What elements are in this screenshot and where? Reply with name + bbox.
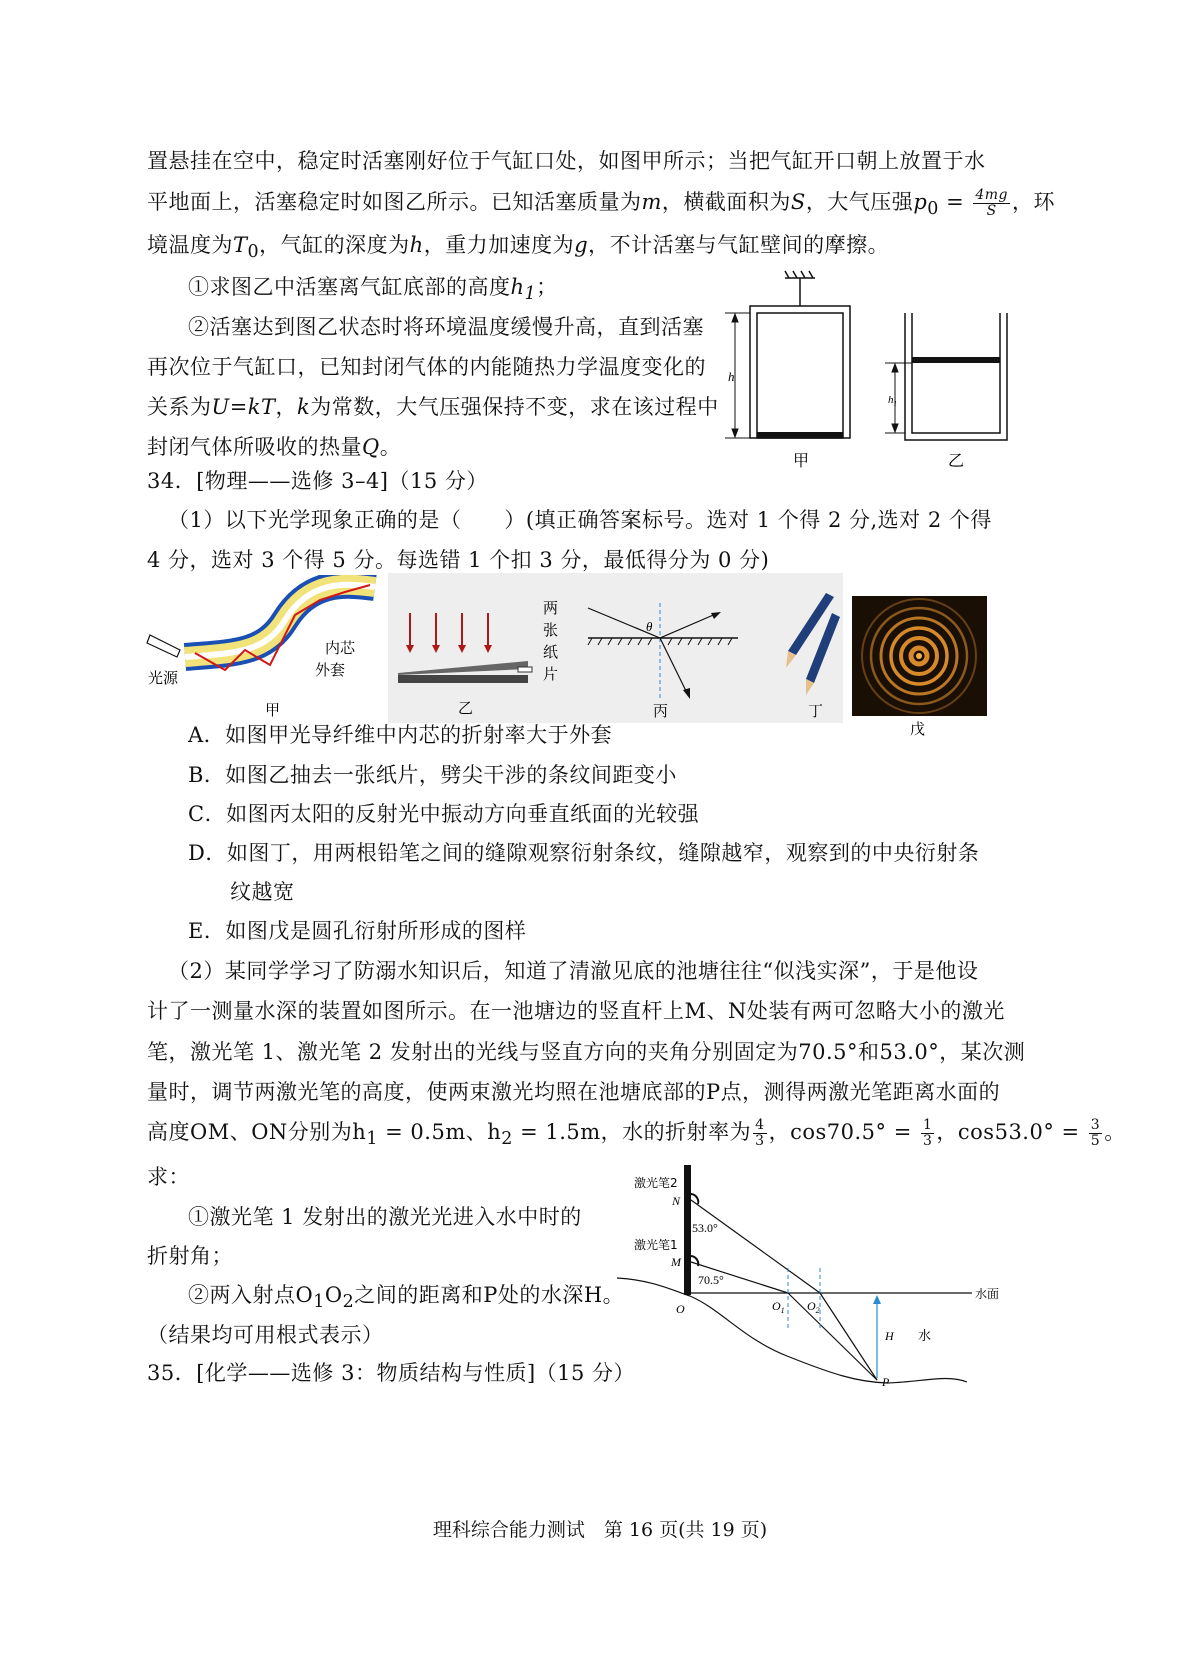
- label-core: 内芯: [325, 639, 356, 657]
- label-water-surface: 水面: [975, 1287, 1000, 1301]
- label-fig-ding: 丁: [808, 702, 824, 720]
- q34-p1-line1: （1）以下光学现象正确的是（ ）(填正确答案标号。选对 1 个得 2 分,选对 2 个得: [168, 508, 992, 532]
- cos53-fraction: $\frac{3}{5}$: [1090, 1117, 1101, 1149]
- q34-header: 34．[物理——选修 3–4]（15 分）: [147, 469, 488, 493]
- label-theta: θ: [646, 619, 653, 634]
- vertical-pole: [684, 1165, 691, 1295]
- option-b: B．如图乙抽去一张纸片，劈尖干涉的条纹间距变小: [188, 763, 677, 787]
- q34-p2-line4: 量时，调节两激光笔的高度，使两束激光均照在池塘底部的P点，测得两激光笔距离水面的: [147, 1080, 1001, 1104]
- laser1-water-ray: [788, 1293, 877, 1380]
- q34-s2-note: （结果均可用根式表示）: [147, 1323, 384, 1347]
- q33-line1: 置悬挂在空中，稳定时活塞刚好位于气缸口处，如图甲所示；当把气缸开口朝上放置于水: [147, 149, 986, 173]
- laser2-water-ray: [820, 1293, 877, 1380]
- label-yi: 乙: [948, 453, 965, 470]
- label-water: 水: [918, 1329, 932, 1344]
- cylinder-jia: [750, 306, 850, 438]
- label-fig-bing: 丙: [653, 702, 669, 720]
- cylinder-figures: [715, 268, 1025, 478]
- option-a: A．如图甲光导纤维中内芯的折射率大于外套: [188, 723, 613, 747]
- q34-p1-line2: 4 分，选对 3 个得 5 分。每选错 1 个扣 3 分，最低得分为 0 分): [147, 548, 770, 572]
- label-H: H: [885, 1329, 894, 1343]
- figure-wedge-yi: [388, 573, 578, 723]
- label-h: h: [728, 369, 735, 384]
- label-O1: $O_1$: [772, 1299, 785, 1315]
- label-fig-jia: 甲: [265, 701, 281, 719]
- label-M: M: [671, 1255, 681, 1269]
- label-pen2: 激光笔2: [634, 1176, 678, 1190]
- label-paper: 纸: [543, 643, 559, 661]
- label-light-source: 光源: [148, 669, 179, 687]
- figure-fiber-jia: [145, 575, 385, 720]
- option-d-line1: D．如图丁，用两根铅笔之间的缝隙观察衍射条纹，缝隙越窄，观察到的中央衍射条: [188, 841, 980, 865]
- refractive-index-fraction: $\frac{4}{3}$: [755, 1117, 765, 1149]
- pond-bottom: [617, 1278, 967, 1383]
- q33-sub1: ①求图乙中活塞离气缸底部的高度$h_1$；: [188, 275, 558, 305]
- page-footer: 理科综合能力测试 第 16 页(共 19 页): [432, 1519, 768, 1541]
- q34-s2: ②两入射点$O_1O_2$之间的距离和P处的水深H。: [188, 1283, 625, 1313]
- label-fig-yi: 乙: [458, 699, 474, 717]
- q34-p2-line5: 高度OM、ON分别为$h_1 = 0.5m$、$h_2 = 1.5m$，水的折射率为 $\frac{4}{3}$ ，cos70.5° = $\frac{1}{3}$ ，cos53.0° = $\frac{3}{5}$ 。: [147, 1117, 1126, 1150]
- q35-header: 35．[化学——选修 3：物质结构与性质]（15 分）: [147, 1361, 636, 1385]
- q34-s1-line2: 折射角；: [147, 1244, 233, 1268]
- label-O2: $O_2$: [807, 1299, 820, 1315]
- label-two: 两: [543, 599, 559, 617]
- piston-jia: [757, 432, 843, 438]
- label-N: N: [672, 1194, 681, 1208]
- q34-p2-line2: 计了一测量水深的装置如图所示。在一池塘边的竖直杆上M、N处装有两可忽略大小的激光: [147, 999, 1005, 1023]
- q34-p2-line3: 笔，激光笔 1、激光笔 2 发射出的光线与竖直方向的夹角分别固定为70.5°和53.0°，某次测: [147, 1040, 1026, 1064]
- cos70-fraction: $\frac{1}{3}$: [922, 1117, 933, 1149]
- q33-sub2-line4: 封闭气体所吸收的热量Q。: [147, 435, 402, 459]
- label-h1: $h_1$: [888, 394, 897, 408]
- cylinder-yi: [905, 313, 1007, 440]
- figure-diffraction-wu: [852, 596, 987, 741]
- p0-fraction: $\frac{4mg}{S}$: [975, 187, 1009, 219]
- figure-pencils-ding: [748, 573, 843, 723]
- option-e: E．如图戊是圆孔衍射所形成的图样: [188, 919, 527, 943]
- q34-s1-line1: ①激光笔 1 发射出的激光光进入水中时的: [188, 1205, 582, 1229]
- figure-reflection-bing: [578, 573, 748, 723]
- light-source-pen: [147, 635, 180, 657]
- q34-ask: 求：: [147, 1165, 190, 1189]
- label-cladding: 外套: [315, 661, 346, 679]
- q33-line2: 平地面上，活塞稳定时如图乙所示。已知活塞质量为m，横截面积为S，大气压强$p_0$ = $\frac{4mg}{S}$ ，环: [147, 187, 1056, 220]
- label-angle-53: 53.0°: [692, 1221, 718, 1235]
- piston-yi: [912, 357, 1000, 363]
- label-piece: 片: [543, 665, 559, 683]
- q33-line3: 境温度为$T_0$，气缸的深度为h，重力加速度为g，不计活塞与气缸壁间的摩擦。: [147, 233, 890, 263]
- label-sheet: 张: [543, 621, 559, 639]
- q34-p2-line1: （2）某同学学习了防溺水知识后，知道了清澈见底的池塘往往“似浅实深”，于是他设: [168, 959, 979, 983]
- label-angle-70: 70.5°: [698, 1273, 724, 1287]
- q33-sub2-line1: ②活塞达到图乙状态时将环境温度缓慢升高，直到活塞: [188, 315, 704, 339]
- label-fig-wu: 戊: [910, 720, 926, 738]
- ceiling-mount: [785, 271, 815, 306]
- laser-depth-diagram: [612, 1160, 1012, 1390]
- q33-sub2-line3: 关系为U=kT，k为常数，大气压强保持不变，求在该过程中: [147, 395, 719, 419]
- label-pen1: 激光笔1: [634, 1238, 678, 1252]
- label-P: P: [882, 1375, 890, 1389]
- option-d-line2: 纹越宽: [230, 880, 295, 904]
- q33-sub2-line2: 再次位于气缸口，已知封闭气体的内能随热力学温度变化的: [147, 355, 706, 379]
- label-O: O: [676, 1302, 685, 1316]
- label-jia: 甲: [793, 453, 810, 470]
- option-c: C．如图丙太阳的反射光中振动方向垂直纸面的光较强: [188, 802, 700, 826]
